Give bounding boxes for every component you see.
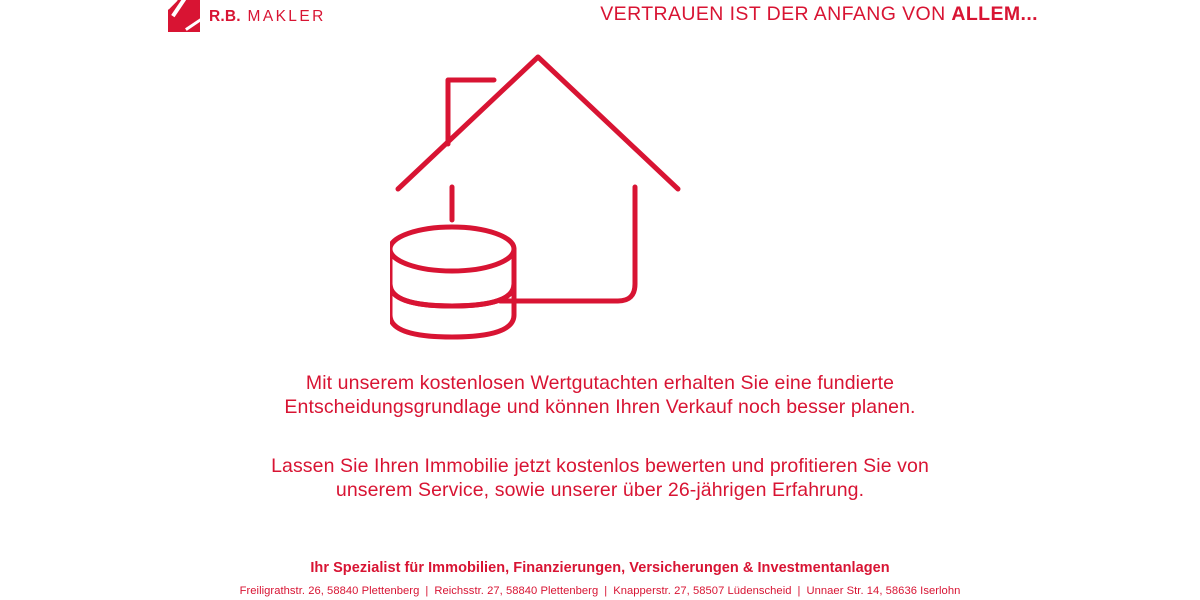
- tagline-prefix: VERTRAUEN IST DER ANFANG VON: [600, 3, 952, 25]
- brand-logo: [168, 0, 326, 32]
- footer-separator-1: |: [604, 585, 608, 597]
- paragraph-2: [0, 455, 1200, 502]
- brand-wordmark: [209, 7, 326, 25]
- brand-name-light: MAKLER: [240, 8, 326, 26]
- footer-title: Ihr Spezialist für Immobilien, Finanzierungen, Versicherungen & Investmentanlagen: [310, 560, 890, 576]
- footer-address-3: Unnaer Str. 14, 58636 Iserlohn: [806, 585, 961, 597]
- paragraph-2-line-1: Lassen Sie Ihren Immobilie jetzt kostenlos bewerten und profitieren Sie von: [271, 455, 929, 477]
- paragraph-1-line-1: Mit unserem kostenlosen Wertgutachten erhalten Sie eine fundierte: [305, 372, 895, 394]
- footer-addresses: [0, 584, 1200, 600]
- footer-address-1: Reichsstr. 27, 58840 Plettenberg: [434, 585, 599, 597]
- house-with-coins-icon: [390, 44, 810, 344]
- footer-separator-0: |: [425, 585, 429, 597]
- rb-makler-logo-icon: [168, 0, 200, 32]
- paragraph-1-line-2: Entscheidungsgrundlage und können Ihren Verkauf noch besser planen.: [284, 395, 916, 418]
- footer-separator-2: |: [797, 585, 801, 597]
- paragraph-1: [0, 372, 1200, 419]
- footer-address-0: Freiligrathstr. 26, 58840 Plettenberg: [239, 585, 420, 597]
- brand-name-bold: R.B.: [209, 8, 241, 26]
- page-footer: [0, 560, 1200, 600]
- paragraph-2-line-2: unserem Service, sowie unserer über 26-jährigen Erfahrung.: [335, 478, 865, 501]
- tagline-emphasis: ALLEM...: [951, 3, 1038, 25]
- main-copy: [0, 372, 1200, 502]
- page-header: [0, 0, 1200, 34]
- footer-address-2: Knapperstr. 27, 58507 Lüdenscheid: [613, 585, 792, 597]
- hero-illustration: [0, 44, 1200, 354]
- header-tagline: [600, 3, 1038, 26]
